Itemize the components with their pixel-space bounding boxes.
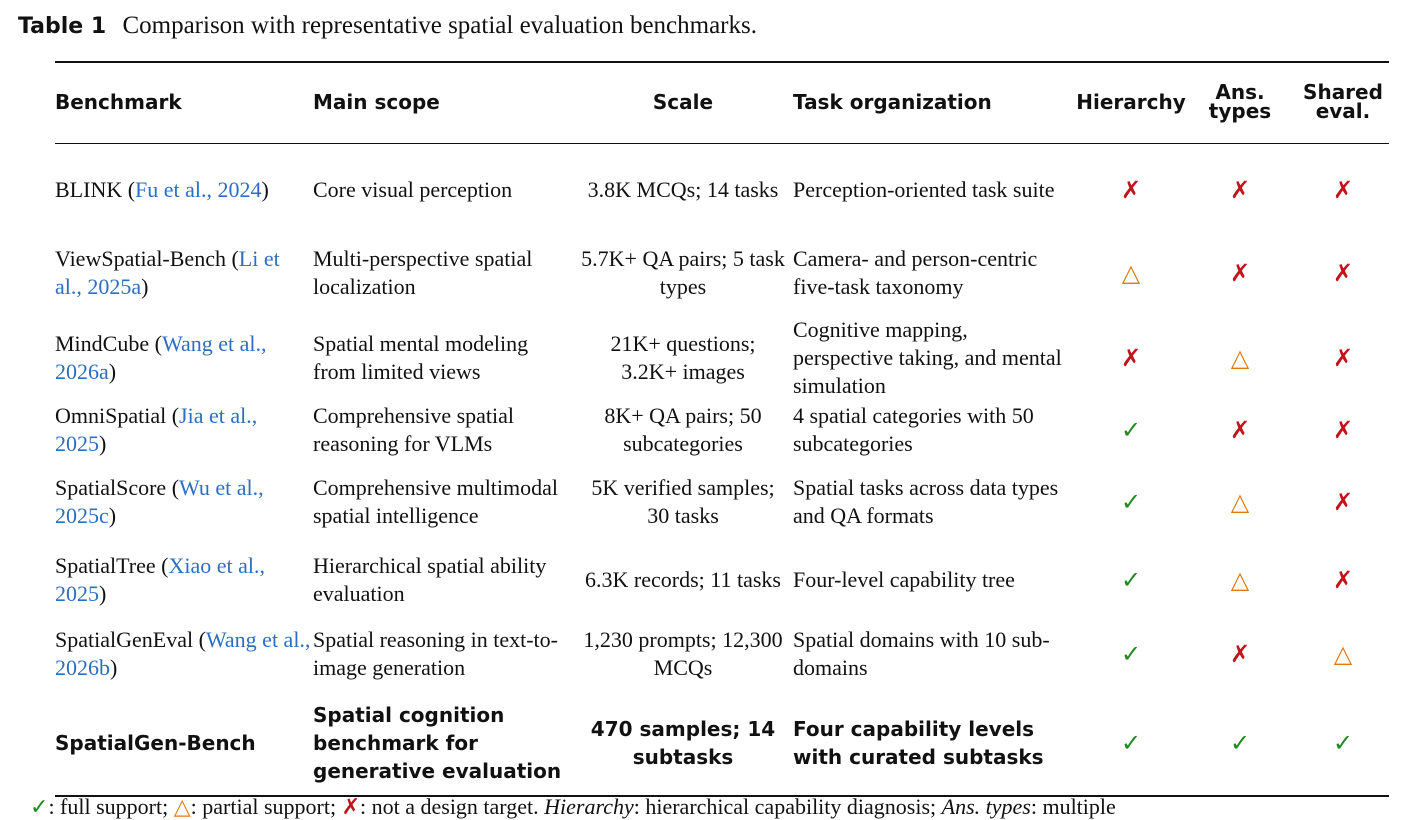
cell-scale — [581, 159, 785, 221]
cell-scale-text: 470 samples; 14 subtasks — [590, 717, 776, 769]
cell-benchmark: OmniSpatial (Jia et al., 2025) — [55, 403, 258, 456]
triangle-icon: △ — [1333, 640, 1353, 668]
header-scale: Scale — [652, 89, 714, 114]
benchmark-name: ViewSpatial-Bench — [55, 246, 226, 271]
cell-main-scope-text: Hierarchical spatial ability evaluation — [313, 553, 547, 606]
benchmark-name: SpatialTree — [55, 553, 156, 578]
check-icon: ✓ — [1120, 416, 1142, 444]
cell-task-organization — [793, 545, 1073, 615]
header-shared-eval-line1: Shared — [1303, 80, 1383, 104]
header-ans-types-line2: types — [1208, 99, 1272, 123]
cell-scale-text: 21K+ questions; 3.2K+ images — [610, 331, 756, 384]
table-footnote — [30, 794, 1116, 820]
cell-scale — [581, 545, 785, 615]
cell-task-organization — [793, 401, 1073, 459]
cell-task-organization-text: Four capability levels with curated subtasks — [793, 717, 1044, 769]
cell-hierarchy — [1073, 615, 1189, 693]
cell-ans-types — [1189, 693, 1291, 793]
cell-hierarchy — [1073, 401, 1189, 459]
header-main-scope: Main scope — [313, 89, 440, 114]
citation-year-link[interactable]: 2025 — [55, 581, 99, 606]
citation-link[interactable]: Wang et al., — [161, 331, 267, 356]
cell-task-organization-text: Cognitive mapping, perspective taking, and mental simulation — [793, 317, 1062, 398]
cell-hierarchy — [1073, 545, 1189, 615]
table-row — [55, 545, 1389, 615]
benchmark-name: BLINK — [55, 177, 123, 202]
cell-main-scope — [313, 459, 575, 545]
cell-main-scope-text: Comprehensive multimodal spatial intelligence — [313, 475, 559, 528]
cell-shared-eval — [1291, 315, 1395, 401]
cell-shared-eval — [1291, 159, 1395, 221]
check-icon: ✓ — [1120, 729, 1142, 757]
cell-main-scope-text: Multi-perspective spatial localization — [313, 246, 533, 299]
citation-link[interactable]: Xiao et al., — [168, 553, 265, 578]
citation-link[interactable]: Jia et al., — [179, 403, 258, 428]
cell-shared-eval — [1291, 693, 1395, 793]
cell-scale-text: 6.3K records; 11 tasks — [585, 567, 781, 592]
check-icon: ✓ — [1229, 729, 1251, 757]
cell-benchmark: SpatialTree (Xiao et al., 2025) — [55, 553, 265, 606]
cell-ans-types — [1189, 231, 1291, 315]
header-task-organization: Task organization — [793, 89, 992, 114]
cell-main-scope — [313, 401, 575, 459]
cross-icon: ✗ — [1332, 416, 1354, 444]
cross-icon: ✗ — [1120, 176, 1142, 204]
cell-scale-text: 3.8K MCQs; 14 tasks — [587, 177, 779, 202]
cell-scale — [581, 459, 785, 545]
cell-ans-types — [1189, 459, 1291, 545]
table-row — [55, 159, 1389, 221]
cell-benchmark: SpatialScore (Wu et al., 2025c) — [55, 475, 264, 528]
cell-task-organization-text: 4 spatial categories with 50 subcategories — [793, 403, 1034, 456]
header-shared-eval — [1291, 61, 1395, 143]
benchmark-name: SpatialGenEval — [55, 627, 194, 652]
cell-task-organization — [793, 615, 1073, 693]
cell-ans-types — [1189, 545, 1291, 615]
cell-ans-types — [1189, 159, 1291, 221]
cell-shared-eval — [1291, 401, 1395, 459]
cell-task-organization-text: Spatial domains with 10 sub-domains — [793, 627, 1050, 680]
check-icon: ✓ — [1332, 729, 1354, 757]
benchmark-name: OmniSpatial — [55, 403, 167, 428]
cell-benchmark: BLINK (Fu et al., 2024) — [55, 177, 269, 202]
cell-scale — [581, 693, 785, 793]
cell-scale-text: 8K+ QA pairs; 50 subcategories — [604, 403, 762, 456]
table-row — [55, 401, 1389, 459]
triangle-icon: △ — [1121, 259, 1141, 287]
cell-task-organization-text: Camera- and person-centric five-task taxonomy — [793, 246, 1038, 299]
cell-hierarchy — [1073, 159, 1189, 221]
cell-ans-types — [1189, 615, 1291, 693]
header-benchmark: Benchmark — [55, 89, 182, 114]
cell-task-organization — [793, 231, 1073, 315]
cell-shared-eval — [1291, 231, 1395, 315]
cell-task-organization — [793, 693, 1073, 793]
footnote-none-text: : not a design target. — [360, 794, 539, 819]
footnote-full-text: : full support; — [48, 794, 169, 819]
table-row — [55, 693, 1389, 793]
citation-link[interactable]: Fu et al., — [135, 177, 213, 202]
table-row — [55, 315, 1389, 401]
citation-year-link[interactable]: 2026b — [55, 655, 110, 680]
citation-year-link[interactable]: 2025 — [55, 431, 99, 456]
citation-year-link[interactable]: 2026a — [55, 359, 109, 384]
cell-hierarchy — [1073, 459, 1189, 545]
cell-scale — [581, 231, 785, 315]
cell-benchmark — [55, 693, 311, 793]
cell-task-organization — [793, 459, 1073, 545]
header-ans-types-line1: Ans. — [1215, 80, 1265, 104]
cell-task-organization-text: Spatial tasks across data types and QA formats — [793, 475, 1059, 528]
cell-shared-eval — [1291, 545, 1395, 615]
cell-main-scope — [313, 615, 575, 693]
cell-scale-text: 1,230 prompts; 12,300 MCQs — [583, 627, 783, 680]
citation-year-link[interactable]: 2025c — [55, 503, 109, 528]
cross-icon: ✗ — [1229, 259, 1251, 287]
cell-hierarchy — [1073, 315, 1189, 401]
footnote-partial-text: : partial support; — [190, 794, 337, 819]
citation-link[interactable]: Wu et al., — [179, 475, 264, 500]
cell-main-scope-text: Spatial mental modeling from limited views — [313, 331, 529, 384]
cell-main-scope-text: Spatial cognition benchmark for generative evaluation — [313, 703, 562, 783]
citation-link[interactable]: Wang et al., — [205, 627, 311, 652]
triangle-icon: △ — [1230, 566, 1250, 594]
benchmark-name: SpatialGen-Bench — [55, 731, 256, 755]
header-ans-types — [1189, 61, 1291, 143]
cell-task-organization-text: Perception-oriented task suite — [793, 177, 1055, 202]
cell-main-scope-text: Comprehensive spatial reasoning for VLMs — [313, 403, 515, 456]
cell-hierarchy — [1073, 693, 1189, 793]
footnote-hierarchy-term: Hierarchy — [544, 794, 634, 819]
citation-year-link[interactable]: 2025a — [87, 274, 142, 299]
cell-scale — [581, 315, 785, 401]
footnote-hierarchy-def: : hierarchical capability diagnosis; — [633, 794, 937, 819]
cross-icon: ✗ — [1332, 259, 1354, 287]
table-label: Table 1 — [18, 14, 107, 39]
cell-main-scope — [313, 315, 575, 401]
citation-link[interactable]: Li et al., — [55, 246, 280, 299]
cross-icon: ✗ — [1332, 344, 1354, 372]
cell-main-scope — [313, 545, 575, 615]
cell-shared-eval — [1291, 615, 1395, 693]
cell-scale — [581, 401, 785, 459]
cross-icon: ✗ — [1332, 488, 1354, 516]
cell-task-organization — [793, 159, 1073, 221]
check-icon: ✓ — [1120, 640, 1142, 668]
cell-main-scope-text: Spatial reasoning in text-to-image generation — [313, 627, 558, 680]
table-row — [55, 459, 1389, 545]
cell-main-scope-text: Core visual perception — [313, 177, 513, 202]
cross-icon: ✗ — [1120, 344, 1142, 372]
cross-icon: ✗ — [1332, 176, 1354, 204]
table-caption-text: Comparison with representative spatial evaluation benchmarks. — [122, 12, 757, 39]
table-header-rule — [55, 143, 1389, 144]
cell-benchmark: ViewSpatial-Bench (Li et al., 2025a) — [55, 246, 280, 299]
cell-task-organization-text: Four-level capability tree — [793, 567, 1015, 592]
cell-hierarchy — [1073, 231, 1189, 315]
cell-main-scope — [313, 231, 575, 315]
cell-scale-text: 5.7K+ QA pairs; 5 task types — [581, 246, 785, 299]
table-caption — [18, 12, 757, 40]
header-hierarchy: Hierarchy — [1076, 89, 1186, 114]
cell-scale — [581, 615, 785, 693]
cross-icon: ✗ — [1332, 566, 1354, 594]
cell-task-organization — [793, 315, 1073, 401]
triangle-icon: △ — [1230, 344, 1250, 372]
full-support-icon: ✓ — [30, 795, 49, 820]
cell-benchmark: MindCube (Wang et al., 2026a) — [55, 331, 267, 384]
table-row — [55, 231, 1389, 315]
cross-icon: ✗ — [1229, 640, 1251, 668]
triangle-icon: △ — [1230, 488, 1250, 516]
benchmark-name: MindCube — [55, 331, 150, 356]
header-shared-eval-line2: eval. — [1315, 99, 1371, 123]
cell-main-scope — [313, 693, 575, 793]
partial-support-icon: △ — [173, 795, 191, 820]
cross-icon: ✗ — [1229, 176, 1251, 204]
cell-scale-text: 5K verified samples; 30 tasks — [591, 475, 775, 528]
cell-benchmark: SpatialGenEval (Wang et al., 2026b) — [55, 627, 311, 680]
not-supported-icon: ✗ — [341, 795, 360, 820]
cell-shared-eval — [1291, 459, 1395, 545]
check-icon: ✓ — [1120, 488, 1142, 516]
footnote-ans-term: Ans. types — [941, 794, 1031, 819]
cross-icon: ✗ — [1229, 416, 1251, 444]
table-row — [55, 615, 1389, 693]
cell-ans-types — [1189, 315, 1291, 401]
footnote-ans-def: : multiple — [1030, 794, 1116, 819]
cell-ans-types — [1189, 401, 1291, 459]
cell-main-scope — [313, 159, 575, 221]
citation-year-link[interactable]: 2024 — [217, 177, 262, 202]
check-icon: ✓ — [1120, 566, 1142, 594]
benchmark-name: SpatialScore — [55, 475, 167, 500]
